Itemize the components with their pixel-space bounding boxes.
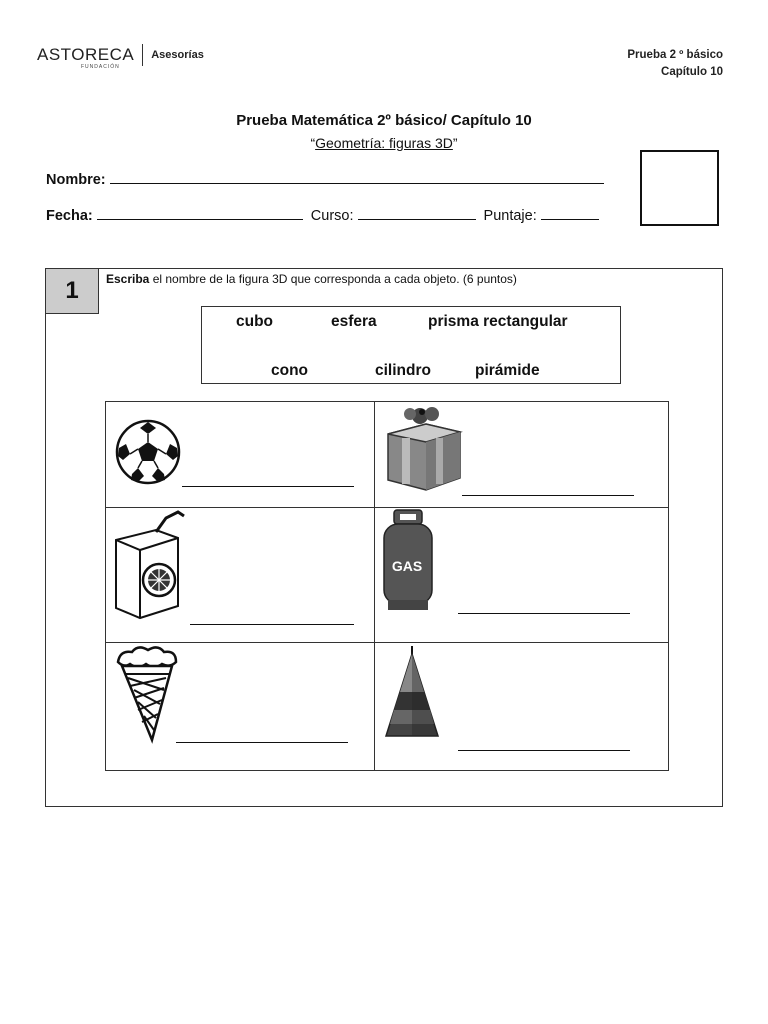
gas-cylinder-icon [380,508,438,612]
logo-divider [142,44,143,66]
header-right [627,47,723,81]
logo-wordmark: ASTORECA [37,45,135,64]
subtitle-text: Geometría: figuras 3D [315,135,453,151]
grid-vertical-divider [374,402,375,770]
answer-line-3[interactable] [190,623,354,625]
objects-grid [105,401,669,771]
answer-line-5[interactable] [176,741,348,743]
word-cubo: cubo [236,313,274,330]
course-label: Curso: [310,208,354,224]
answer-line-2[interactable] [462,494,634,496]
name-field[interactable] [46,170,608,188]
pyramid-candle-icon [382,644,442,748]
header-chapter-label: Capítulo 10 [661,66,723,78]
word-esfera: esfera [331,313,377,330]
date-line[interactable] [97,206,303,220]
score-label: Puntaje: [483,208,537,224]
course-line[interactable] [358,206,476,220]
header-test-label: Prueba 2 º básico [627,49,723,61]
logo-subtext: FUNDACIÓN [81,64,120,70]
answer-line-6[interactable] [458,749,630,751]
question-number: 1 [45,268,99,314]
answer-line-4[interactable] [458,612,630,614]
word-prisma: prisma rectangular [428,313,568,330]
word-cono: cono [271,362,309,379]
ice-cream-cone-icon [114,644,180,744]
word-cilindro: cilindro [375,362,431,379]
name-line[interactable] [110,170,604,184]
astoreca-logo [37,44,204,70]
date-label: Fecha: [46,208,93,224]
gift-box-icon [382,402,466,494]
instruction-verb: Escriba [106,272,150,286]
word-piramide: pirámide [475,362,540,379]
word-bank [201,306,621,384]
soccer-ball-icon [114,418,182,486]
score-line[interactable] [541,206,599,220]
page-title: Prueba Matemática 2º básico/ Capítulo 10 [236,112,532,129]
logo-section: Asesorías [151,49,204,61]
juice-box-icon [112,510,190,620]
date-course-score-row [46,206,603,224]
instruction-text: el nombre de la figura 3D que corresponda a cada objeto. (6 puntos) [149,272,517,286]
score-box[interactable] [640,150,719,226]
page-subtitle: “Geometría: figuras 3D” [310,135,458,151]
gas-label: GAS [391,558,423,574]
question-instruction [106,272,517,286]
answer-line-1[interactable] [182,485,354,487]
name-label: Nombre: [46,172,106,188]
